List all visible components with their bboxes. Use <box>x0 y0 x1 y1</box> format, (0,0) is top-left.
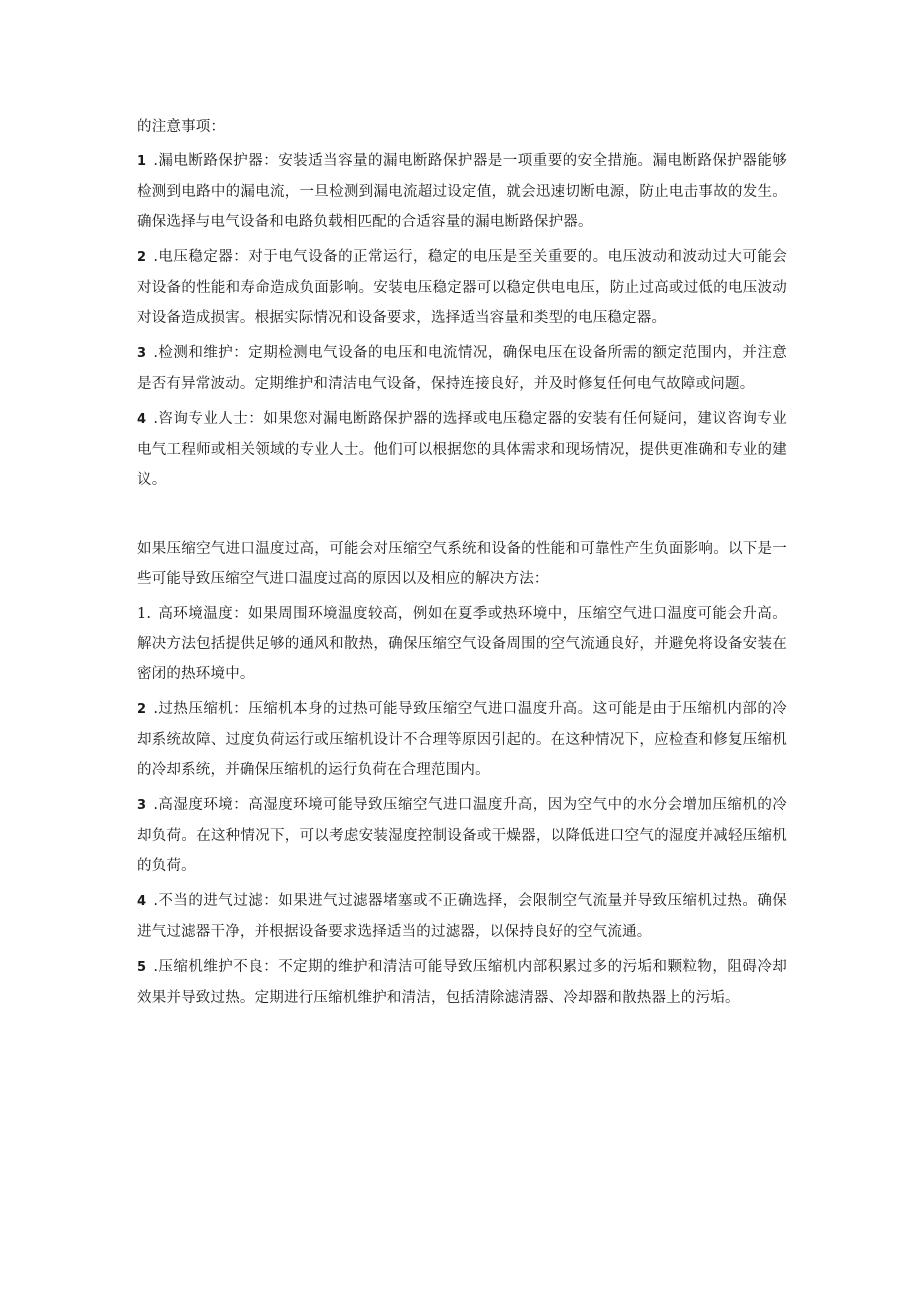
item-text: .过热压缩机：压缩机本身的过热可能导致压缩空气进口温度升高。这可能是由于压缩机内部的冷却系统故障、过度负荷运行或压缩机设计不合理等原因引起的。在这种情况下，应检查和修复压缩机的冷却系统，并确保压缩机的运行负荷在合理范围内。 <box>137 701 787 778</box>
section1-item-2 <box>137 242 787 333</box>
section2 <box>137 534 787 1013</box>
item-text: .检测和维护：定期检测电气设备的电压和电流情况，确保电压在设备所需的额定范围内，并注意是否有异常波动。定期维护和清洁电气设备，保持连接良好，并及时修复任何电气故障或问题。 <box>137 345 787 392</box>
item-text: .咨询专业人士：如果您对漏电断路保护器的选择或电压稳定器的安装有任何疑问，建议咨询专业电气工程师或相关领域的专业人士。他们可以根据您的具体需求和现场情况，提供更准确和专业的建议。 <box>137 411 787 488</box>
item-text: .不当的进气过滤：如果进气过滤器堵塞或不正确选择，会限制空气流量并导致压缩机过热。确保进气过滤器干净，并根据设备要求选择适当的过滤器，以保持良好的空气流通。 <box>137 893 787 940</box>
section2-item-5 <box>137 952 787 1013</box>
item-number: 4 <box>137 412 147 427</box>
item-number: 2 <box>137 250 147 265</box>
item-number: 1. <box>137 606 152 622</box>
section1-item-3 <box>137 338 787 399</box>
section1-item-1 <box>137 146 787 237</box>
item-number: 3 <box>137 346 147 361</box>
section2-item-3 <box>137 790 787 881</box>
section2-intro: 如果压缩空气进口温度过高，可能会对压缩空气系统和设备的性能和可靠性产生负面影响。以下是一些可能导致压缩空气进口温度过高的原因以及相应的解决方法： <box>137 541 787 587</box>
item-text: 高环境温度：如果周围环境温度较高，例如在夏季或热环境中，压缩空气进口温度可能会升高。解决方法包括提供足够的通风和散热，确保压缩空气设备周围的空气流通良好，并避免将设备安装在密闭的热环境中。 <box>137 606 787 682</box>
section-spacer <box>137 500 787 534</box>
item-number: 2 <box>137 702 147 717</box>
section1-intro: 的注意事项： <box>137 119 226 135</box>
item-text: .漏电断路保护器：安装适当容量的漏电断路保护器是一项重要的安全措施。漏电断路保护器能够检测到电路中的漏电流，一旦检测到漏电流超过设定值，就会迅速切断电源，防止电击事故的发生。确保选择与电气设备和电路负载相匹配的合适容量的漏电断路保护器。 <box>137 153 787 230</box>
section2-item-4 <box>137 886 787 947</box>
section2-item-1 <box>137 599 787 689</box>
item-text: .电压稳定器：对于电气设备的正常运行，稳定的电压是至关重要的。电压波动和波动过大可能会对设备的性能和寿命造成负面影响。安装电压稳定器可以稳定供电电压，防止过高或过低的电压波动对设备造成损害。根据实际情况和设备要求，选择适当容量和类型的电压稳定器。 <box>137 249 787 326</box>
item-text: .压缩机维护不良：不定期的维护和清洁可能导致压缩机内部积累过多的污垢和颗粒物，阻碍冷却效果并导致过热。定期进行压缩机维护和清洁，包括清除滤清器、冷却器和散热器上的污垢。 <box>137 959 787 1006</box>
item-number: 1 <box>137 154 147 169</box>
section2-item-2 <box>137 694 787 785</box>
item-number: 3 <box>137 798 147 813</box>
item-text: .高湿度环境：高湿度环境可能导致压缩空气进口温度升高，因为空气中的水分会增加压缩机的冷却负荷。在这种情况下，可以考虑安装湿度控制设备或干燥器，以降低进口空气的湿度并减轻压缩机的负荷。 <box>137 797 787 874</box>
item-number: 4 <box>137 894 147 909</box>
section1-item-4 <box>137 404 787 495</box>
item-number: 5 <box>137 960 147 975</box>
document-body <box>137 112 787 1018</box>
